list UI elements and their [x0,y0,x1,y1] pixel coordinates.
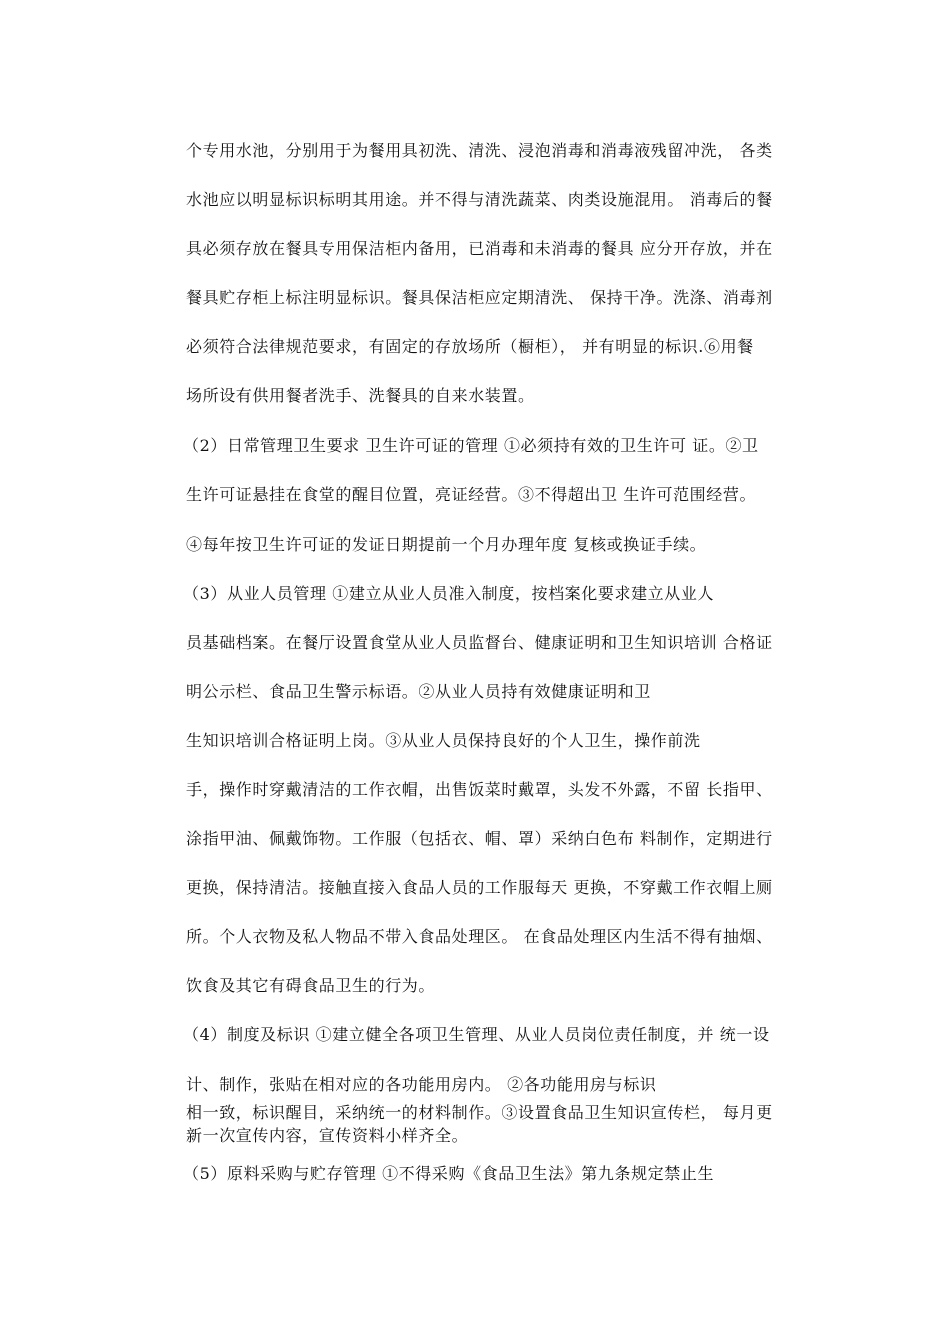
text-line: 计、制作，张贴在相对应的各功能用房内。 ②各功能用房与标识 [186,1075,657,1094]
paragraph-heading-line: （4）制度及标识 ①建立健全各项卫生管理、从业人员岗位责任制度，并 统一设 [183,1025,770,1044]
text-line: 涂指甲油、佩戴饰物。工作服（包括衣、帽、罩）采纳白色布 料制作，定期进行 [186,829,773,848]
text-line: 饮食及其它有碍食品卫生的行为。 [186,976,436,995]
text-line: 更换，保持清洁。接触直接入食品人员的工作服每天 更换，不穿戴工作衣帽上厕 [186,878,773,897]
text-line: 新一次宣传内容，宣传资料小样齐全。 [186,1126,469,1145]
text-line: 员基础档案。在餐厅设置食堂从业人员监督台、健康证明和卫生知识培训 合格证 [186,633,773,652]
text-line: 相一致，标识醒目，采纳统一的材料制作。③设置食品卫生知识宣传栏， 每月更 [186,1103,773,1122]
text-line: 所。个人衣物及私人物品不带入食品处理区。 在食品处理区内生活不得有抽烟、 [186,927,773,946]
text-line: 明公示栏、食品卫生警示标语。②从业人员持有效健康证明和卫 [186,682,651,701]
text-line: 生许可证悬挂在食堂的醒目位置，亮证经营。③不得超出卫 生许可范围经营。 [186,485,757,504]
paragraph-heading-line: （2）日常管理卫生要求 卫生许可证的管理 ①必须持有效的卫生许可 证。②卫 [183,436,759,455]
paragraph-heading-line: （3）从业人员管理 ①建立从业人员准入制度，按档案化要求建立从业人 [183,584,715,603]
text-line: 手，操作时穿戴清洁的工作衣帽，出售饭菜时戴罩，头发不外露，不留 长指甲、 [186,780,773,799]
text-line: 生知识培训合格证明上岗。③从业人员保持良好的个人卫生，操作前洗 [186,731,701,750]
text-line: 场所设有供用餐者洗手、洗餐具的自来水装置。 [186,386,535,405]
text-line: 具必须存放在餐具专用保洁柜内备用，已消毒和未消毒的餐具 应分开存放，并在 [186,239,773,258]
text-line: 个专用水池，分别用于为餐用具初洗、清洗、浸泡消毒和消毒液残留冲洗， 各类 [186,141,773,160]
paragraph-heading-line: （5）原料采购与贮存管理 ①不得采购《食品卫生法》第九条规定禁止生 [183,1164,715,1183]
text-line: 必须符合法律规范要求，有固定的存放场所（橱柜）， 并有明显的标识.⑥用餐 [186,337,754,356]
text-line: ④每年按卫生许可证的发证日期提前一个月办理年度 复核或换证手续。 [186,535,707,554]
text-line: 餐具贮存柜上标注明显标识。餐具保洁柜应定期清洗、 保持干净。洗涤、消毒剂 [186,288,773,307]
text-line: 水池应以明显标识标明其用途。并不得与清洗蔬菜、肉类设施混用。 消毒后的餐 [186,190,773,209]
